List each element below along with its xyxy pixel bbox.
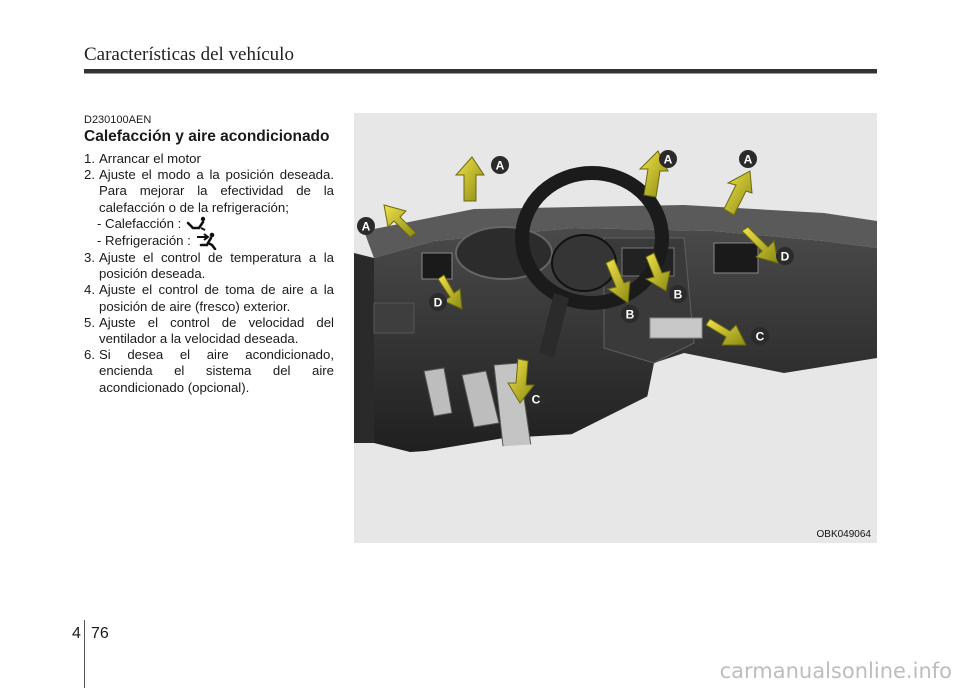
step-1 [84,151,334,167]
step-number: 2. [84,167,95,183]
heating-mode-label: - Calefacción : [97,215,182,231]
badge-a-4-text: A [361,219,371,234]
dashboard-illustration [354,113,877,543]
door-panel [354,253,374,443]
badge-b-2-text: B [673,287,683,302]
step-text: Ajuste el control de temperatura a la posición deseada. [99,250,334,282]
dashboard-vents-figure [354,113,877,543]
heating-mode-line [84,216,334,232]
header-title: Características del vehículo [84,44,294,65]
step-text: Ajuste el control de toma de aire a la posición de aire (fresco) exterior. [99,282,334,314]
arrow-windshield-left [456,157,484,201]
watermark: carmanualsonline.info [719,659,952,683]
badge-c-1-text: C [531,392,541,407]
left-side-vent [422,253,452,279]
badge-a-1-text: A [495,158,505,173]
badge-a-2-text: A [663,152,673,167]
step-text: Si desea el aire acondicionado, encienda el sistema del aire acondicionado (opcional). [99,347,334,395]
step-number: 3. [84,250,95,266]
badge-d-2-text: D [780,249,790,264]
step-5 [84,315,334,347]
step-4 [84,282,334,314]
step-6 [84,347,334,396]
step-number: 1. [84,151,95,166]
floor-heat-mode-icon [185,216,209,232]
badge-b-1-text: B [625,307,635,322]
page-number: 76 [91,625,109,642]
step-number: 6. [84,347,95,363]
step-2 [84,167,334,216]
footer-divider [84,620,85,688]
step-text: Ajuste el modo a la posición deseada. Para mejorar la efectividad de la calefacción o de la refrigeración; [99,167,334,215]
header-rule-thin [84,73,877,74]
badge-c-2-text: C [755,329,765,344]
badge-d-1-text: D [433,295,443,310]
badge-a-3-text: A [743,152,753,167]
chapter-number: 4 [72,625,81,642]
figure-code: OBK049064 [816,529,871,540]
face-vent-mode-icon [195,232,219,250]
right-side-vent [714,243,758,273]
step-3 [84,250,334,282]
cooling-mode-label: - Refrigeración : [97,232,191,248]
fuse-panel [374,303,414,333]
step-number: 5. [84,314,95,330]
console-storage [650,318,702,338]
step-number: 4. [84,282,95,298]
steps-list [84,151,334,396]
step-text: Ajuste el control de velocidad del ventilador a la velocidad deseada. [99,314,334,347]
document-code: D230100AEN [84,114,152,126]
section-heading: Calefacción y aire acondicionado [84,128,330,145]
cooling-mode-line [84,232,334,250]
step-text: Arrancar el motor [99,151,201,166]
